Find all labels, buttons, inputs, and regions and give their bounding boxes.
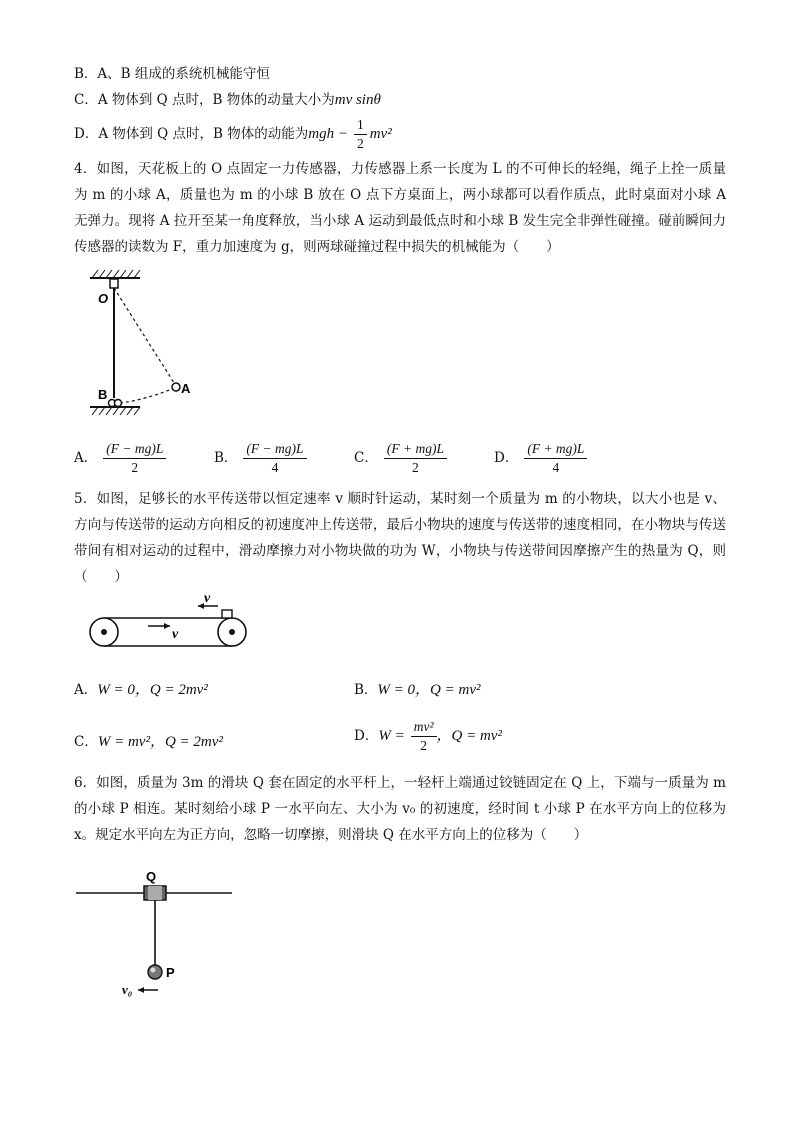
q5-label-v-block: v (204, 591, 211, 606)
q4-label-a: A (181, 381, 191, 396)
q4-option-c-den: 2 (412, 460, 419, 475)
q3-option-c-expr: mv sinθ (334, 92, 381, 108)
q3-option-b: B．A、B 组成的系统机械能守恒 (74, 66, 270, 82)
q4-option-b (214, 440, 307, 477)
q6-v0-arrowhead (138, 987, 144, 993)
q4-option-c (354, 440, 447, 477)
q4-option-c-frac (384, 440, 447, 477)
q4-option-a (74, 440, 166, 477)
q6-slider-q-center (148, 886, 162, 900)
q4-option-a-frac (103, 440, 166, 477)
q5-option-c-label: C． (74, 734, 98, 750)
q4-option-a-den: 2 (131, 460, 139, 475)
q5-option-d (354, 718, 502, 755)
q5-label-v-belt: v (172, 627, 179, 642)
q4-label-b: B (98, 387, 108, 402)
q3-option-d-frac-den: 2 (356, 136, 364, 151)
q4-option-b-den: 4 (271, 460, 279, 475)
q4-option-c-num: (F + mg)L (384, 440, 447, 459)
q5-option-d-post: ，Q = mv² (436, 728, 502, 744)
q5-option-b (354, 678, 480, 699)
q4-ceiling-hatch (92, 270, 140, 278)
q5-option-b-expr: W = 0，Q = mv² (377, 682, 481, 698)
q4-ball-b-right (115, 400, 122, 407)
q4-option-b-frac (243, 440, 306, 477)
q4-option-d-num: (F + mg)L (524, 440, 587, 459)
q5-option-a-expr: W = 0，Q = 2mv² (97, 682, 208, 698)
q4-swing-arc (114, 388, 174, 404)
q4-option-d-den: 4 (552, 460, 560, 475)
q6-label-q: Q (146, 869, 157, 884)
q6-label-v0: v₀ (122, 982, 133, 997)
q5-option-d-pre: W = (378, 728, 405, 744)
q4-table-hatch (92, 407, 140, 415)
q4-figure (84, 266, 204, 426)
q6-ball-p (148, 965, 162, 979)
q4-option-a-num: (F − mg)L (103, 440, 166, 459)
q3-option-c (74, 90, 734, 110)
q4-force-sensor (110, 279, 118, 288)
q5-block (222, 610, 232, 618)
q4-option-c-label: C． (354, 450, 378, 466)
q4-label-o: O (98, 291, 109, 306)
q4-option-d-frac (524, 440, 587, 477)
q3-option-d-frac-num: 1 (354, 116, 367, 135)
q3-option-c-text: C．A 物体到 Q 点时，B 物体的动量大小为 (74, 92, 335, 108)
q4-ball-a (172, 383, 180, 391)
q5-option-a-label: A． (74, 682, 98, 698)
q5-pulley-left-axle (101, 629, 107, 635)
q3-option-d-frac (354, 116, 367, 153)
q4-rope-dashed (114, 288, 176, 386)
q6-figure (74, 864, 244, 1004)
q6-stem: 6．如图，质量为 3m 的滑块 Q 套在固定的水平杆上，一轻杆上端通过铰链固定在 Q 上，下端与一质量为 m 的小球 P 相连。某时刻给小球 P 一水平向左、大小为 v₀ 的初速度，经时间 t 小球 P 在水平方向上的位移为 x。规定水平向左为正方向，忽略一切摩擦，则滑块 Q 在水平方向上的位移为（ ） (74, 775, 726, 843)
q3-option-d-expr-post: mv² (369, 126, 392, 142)
q4-option-b-label: B． (214, 450, 238, 466)
q5-stem: 5．如图，足够长的水平传送带以恒定速率 v 顺时针运动，某时刻一个质量为 m 的小物块，以大小也是 v、方向与传送带的运动方向相反的初速度冲上传送带，最后小物块的速度与传送带的速度相同，在小物块与传送带间有相对运动的过程中，滑动摩擦力对小物块做的功为 W，小物块与传送带间因摩擦产生的热量为 Q，则（ ） (74, 491, 726, 585)
q5-option-c (74, 730, 223, 751)
q6-ball-p-highlight (151, 968, 156, 973)
q5-option-d-num: mv² (411, 718, 437, 737)
q5-pulley-right-axle (229, 629, 235, 635)
q4-option-d (494, 440, 587, 477)
q5-option-d-frac (411, 718, 437, 755)
q5-option-b-label: B． (354, 682, 378, 698)
q5-figure (86, 590, 252, 650)
q5-option-c-expr: W = mv²，Q = 2mv² (97, 734, 223, 750)
q3-option-d-expr-pre: mgh − (308, 126, 348, 142)
q4-option-b-num: (F − mg)L (243, 440, 306, 459)
q3-option-d-text: D．A 物体到 Q 点时，B 物体的动能为 (74, 126, 309, 142)
q6-label-p: P (166, 965, 175, 980)
q5-option-a (74, 678, 208, 699)
q4-stem: 4．如图，天花板上的 O 点固定一力传感器，力传感器上系一长度为 L 的不可伸长的轻绳，绳子上拴一质量为 m 的小球 A，质量也为 m 的小球 B 放在 O 点下方桌面上，两小球都可以看作质点，此时桌面对小球 A 无弹力。现将 A 拉开至某一角度释放，当小球 A 运动到最低点时和小球 B 发生完全非弹性碰撞。碰前瞬间力传感器的读数为 F，重力加速度为 g，则两球碰撞过程中损失的机械能为（ ） (74, 161, 726, 255)
q4-option-d-label: D． (494, 450, 519, 466)
q5-option-d-label: D． (354, 728, 379, 744)
q4-option-a-label: A． (74, 450, 98, 466)
q3-option-d (74, 116, 734, 153)
q5-option-d-den: 2 (420, 738, 427, 753)
q5-belt-velocity-arrowhead (164, 623, 170, 629)
